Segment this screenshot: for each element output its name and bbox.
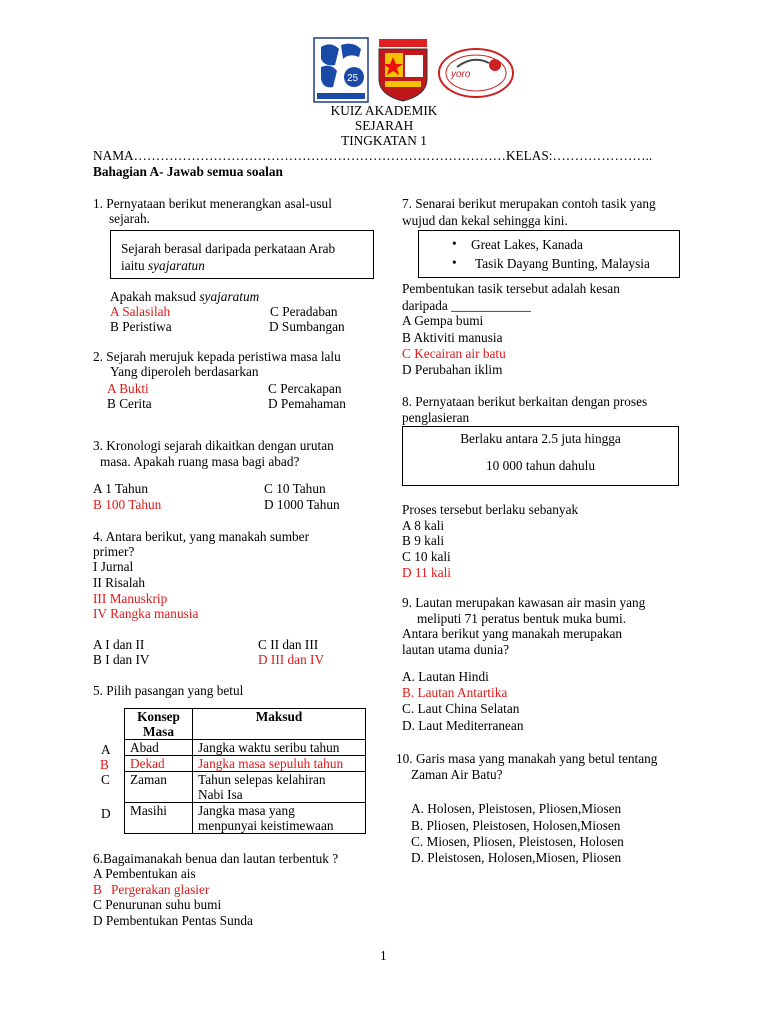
q8-ask: Proses tersebut berlaku sebanyak bbox=[402, 502, 579, 517]
q4-item-iv: IV Rangka manusia bbox=[93, 606, 199, 621]
q2-option-c: C Percakapan bbox=[268, 381, 342, 396]
q8-option-b: B 9 kali bbox=[402, 533, 445, 548]
q1-option-b: B Peristiwa bbox=[110, 319, 172, 334]
q9-option-d: D. Laut Mediterranean bbox=[402, 718, 524, 733]
q7-ask-2: daripada ____________ bbox=[402, 298, 531, 313]
q8-stem: 8. Pernyataan berikut berkaitan dengan proses bbox=[402, 394, 648, 409]
quiz-title: KUIZ AKADEMIK bbox=[330, 103, 438, 118]
q7-option-d: D Perubahan iklim bbox=[402, 362, 503, 377]
q1-option-c: C Peradaban bbox=[270, 304, 338, 319]
q6-option-b-letter: B bbox=[93, 882, 102, 897]
q1-option-a: A Salasilah bbox=[110, 304, 171, 319]
q7-list-item-2: Tasik Dayang Bunting, Malaysia bbox=[475, 256, 650, 271]
school-emblem-2 bbox=[375, 37, 431, 103]
q9-stem-4: lautan utama dunia? bbox=[402, 642, 510, 657]
q7-option-b: B Aktiviti manusia bbox=[402, 330, 503, 345]
q8-option-c: C 10 kali bbox=[402, 549, 451, 564]
table-row bbox=[125, 772, 366, 803]
name-class-line: NAMA…………………………………………………………………………KELAS:………………….. bbox=[93, 148, 653, 163]
table-row bbox=[125, 803, 366, 834]
q4-item-ii: II Risalah bbox=[93, 575, 146, 590]
table-cell: Jangka masa sepuluh tahun bbox=[193, 756, 366, 772]
q7-list-bullet-1: • bbox=[452, 236, 457, 251]
q7-list-item-1: Great Lakes, Kanada bbox=[471, 237, 583, 252]
q9-option-a: A. Lautan Hindi bbox=[402, 669, 489, 684]
q9-stem-3: Antara berikut yang manakah merupakan bbox=[402, 626, 623, 641]
q6-option-a: A Pembentukan ais bbox=[93, 866, 196, 881]
q8-option-d: D 11 kali bbox=[402, 565, 451, 580]
subject-title: SEJARAH bbox=[354, 118, 414, 133]
q8-option-a: A 8 kali bbox=[402, 518, 445, 533]
column-header-maksud: Maksud bbox=[193, 709, 366, 740]
q7-stem-2: wujud dan kekal sehingga kini. bbox=[402, 213, 568, 228]
q1-stem-2: sejarah. bbox=[109, 211, 150, 226]
q7-stem: 7. Senarai berikut merupakan contoh tasik yang bbox=[402, 196, 656, 211]
q4-stem: 4. Antara berikut, yang manakah sumber bbox=[93, 529, 310, 544]
table-row bbox=[125, 756, 366, 772]
table-cell: Abad bbox=[125, 740, 193, 756]
table-cell: Dekad bbox=[125, 756, 193, 772]
q9-option-c: C. Laut China Selatan bbox=[402, 701, 520, 716]
section-title: Bahagian A- Jawab semua soalan bbox=[93, 164, 283, 179]
q5-letter-a: A bbox=[101, 742, 111, 757]
table-header-row bbox=[125, 709, 366, 740]
q3-stem-2: masa. Apakah ruang masa bagi abad? bbox=[100, 454, 300, 469]
q8-stem-2: penglasieran bbox=[402, 410, 470, 425]
q1-stem: 1. Pernyataan berikut menerangkan asal-usul bbox=[93, 196, 332, 211]
q3-option-d: D 1000 Tahun bbox=[264, 497, 340, 512]
q4-option-a: A I dan II bbox=[93, 637, 145, 652]
q1-option-d: D Sumbangan bbox=[269, 319, 345, 334]
q10-option-d: D. Pleistosen, Holosen,Miosen, Pliosen bbox=[411, 850, 622, 865]
form-title: TINGKATAN 1 bbox=[341, 133, 427, 148]
q3-stem: 3. Kronologi sejarah dikaitkan dengan urutan bbox=[93, 438, 334, 453]
q6-stem: 6.Bagaimanakah benua dan lautan terbentuk ? bbox=[93, 851, 339, 866]
table-cell: Jangka masa yang menpunyai keistimewaan bbox=[193, 803, 366, 834]
q7-option-c: C Kecairan air batu bbox=[402, 346, 506, 361]
table-cell: Masihi bbox=[125, 803, 193, 834]
q9-stem: 9. Lautan merupakan kawasan air masin yang bbox=[402, 595, 646, 610]
column-header-konsep: Konsep Masa bbox=[125, 709, 193, 740]
table-cell: Jangka waktu seribu tahun bbox=[193, 740, 366, 756]
q6-option-c: C Penurunan suhu bumi bbox=[93, 897, 222, 912]
q4-item-iii: III Manuskrip bbox=[93, 591, 168, 606]
q10-stem-2: Zaman Air Batu? bbox=[411, 767, 503, 782]
q5-letter-c: C bbox=[101, 772, 110, 787]
q3-option-b: B 100 Tahun bbox=[93, 497, 162, 512]
q2-option-b: B Cerita bbox=[107, 396, 152, 411]
q5-table bbox=[124, 708, 366, 834]
q2-option-a: A Bukti bbox=[107, 381, 149, 396]
q1-ask: Apakah maksud syajaratum bbox=[110, 289, 260, 304]
q6-option-b: Pergerakan glasier bbox=[111, 882, 210, 897]
q10-stem: 10. Garis masa yang manakah yang betul tentang bbox=[396, 751, 658, 766]
q10-option-a: A. Holosen, Pleistosen, Pliosen,Miosen bbox=[411, 801, 622, 816]
q3-option-c: C 10 Tahun bbox=[264, 481, 326, 496]
svg-text:yoro: yoro bbox=[451, 69, 471, 80]
page-number: 1 bbox=[380, 948, 387, 963]
q5-letter-b: B bbox=[100, 757, 109, 772]
q4-option-b: B I dan IV bbox=[93, 652, 150, 667]
q7-ask: Pembentukan tasik tersebut adalah kesan bbox=[402, 281, 620, 296]
q7-option-a: A Gempa bumi bbox=[402, 313, 484, 328]
q4-stem-2: primer? bbox=[93, 544, 135, 559]
q8-quote-line2: 10 000 tahun dahulu bbox=[486, 458, 595, 473]
q4-option-d: D III dan IV bbox=[258, 652, 325, 667]
q1-quote-line2: iaitu syajaratun bbox=[121, 258, 205, 273]
q4-item-i: I Jurnal bbox=[93, 559, 134, 574]
q8-quote-line1: Berlaku antara 2.5 juta hingga bbox=[460, 431, 621, 446]
q5-letter-d: D bbox=[101, 806, 111, 821]
q6-option-d: D Pembentukan Pentas Sunda bbox=[93, 913, 253, 928]
q10-option-b: B. Pliosen, Pleistosen, Holosen,Miosen bbox=[411, 818, 621, 833]
q5-stem: 5. Pilih pasangan yang betul bbox=[93, 683, 244, 698]
svg-text:25: 25 bbox=[347, 73, 359, 84]
q1-quote-line1: Sejarah berasal daripada perkataan Arab bbox=[121, 241, 336, 256]
q10-option-c: C. Miosen, Pliosen, Pleistosen, Holosen bbox=[411, 834, 624, 849]
q9-stem-2: meliputi 71 peratus bentuk muka bumi. bbox=[417, 611, 627, 626]
q3-option-a: A 1 Tahun bbox=[93, 481, 148, 496]
school-emblem-3 bbox=[437, 47, 515, 99]
q2-stem: 2. Sejarah merujuk kepada peristiwa masa lalu bbox=[93, 349, 341, 364]
table-row bbox=[125, 740, 366, 756]
q2-option-d: D Pemahaman bbox=[268, 396, 346, 411]
q7-list-bullet-2: • bbox=[452, 255, 457, 270]
q4-option-c: C II dan III bbox=[258, 637, 319, 652]
q9-option-b: B. Lautan Antartika bbox=[402, 685, 508, 700]
table-cell: Zaman bbox=[125, 772, 193, 803]
table-cell: Tahun selepas kelahiran Nabi Isa bbox=[193, 772, 366, 803]
school-emblem-1 bbox=[313, 37, 369, 103]
q2-stem-2: Yang diperoleh berdasarkan bbox=[110, 364, 259, 379]
